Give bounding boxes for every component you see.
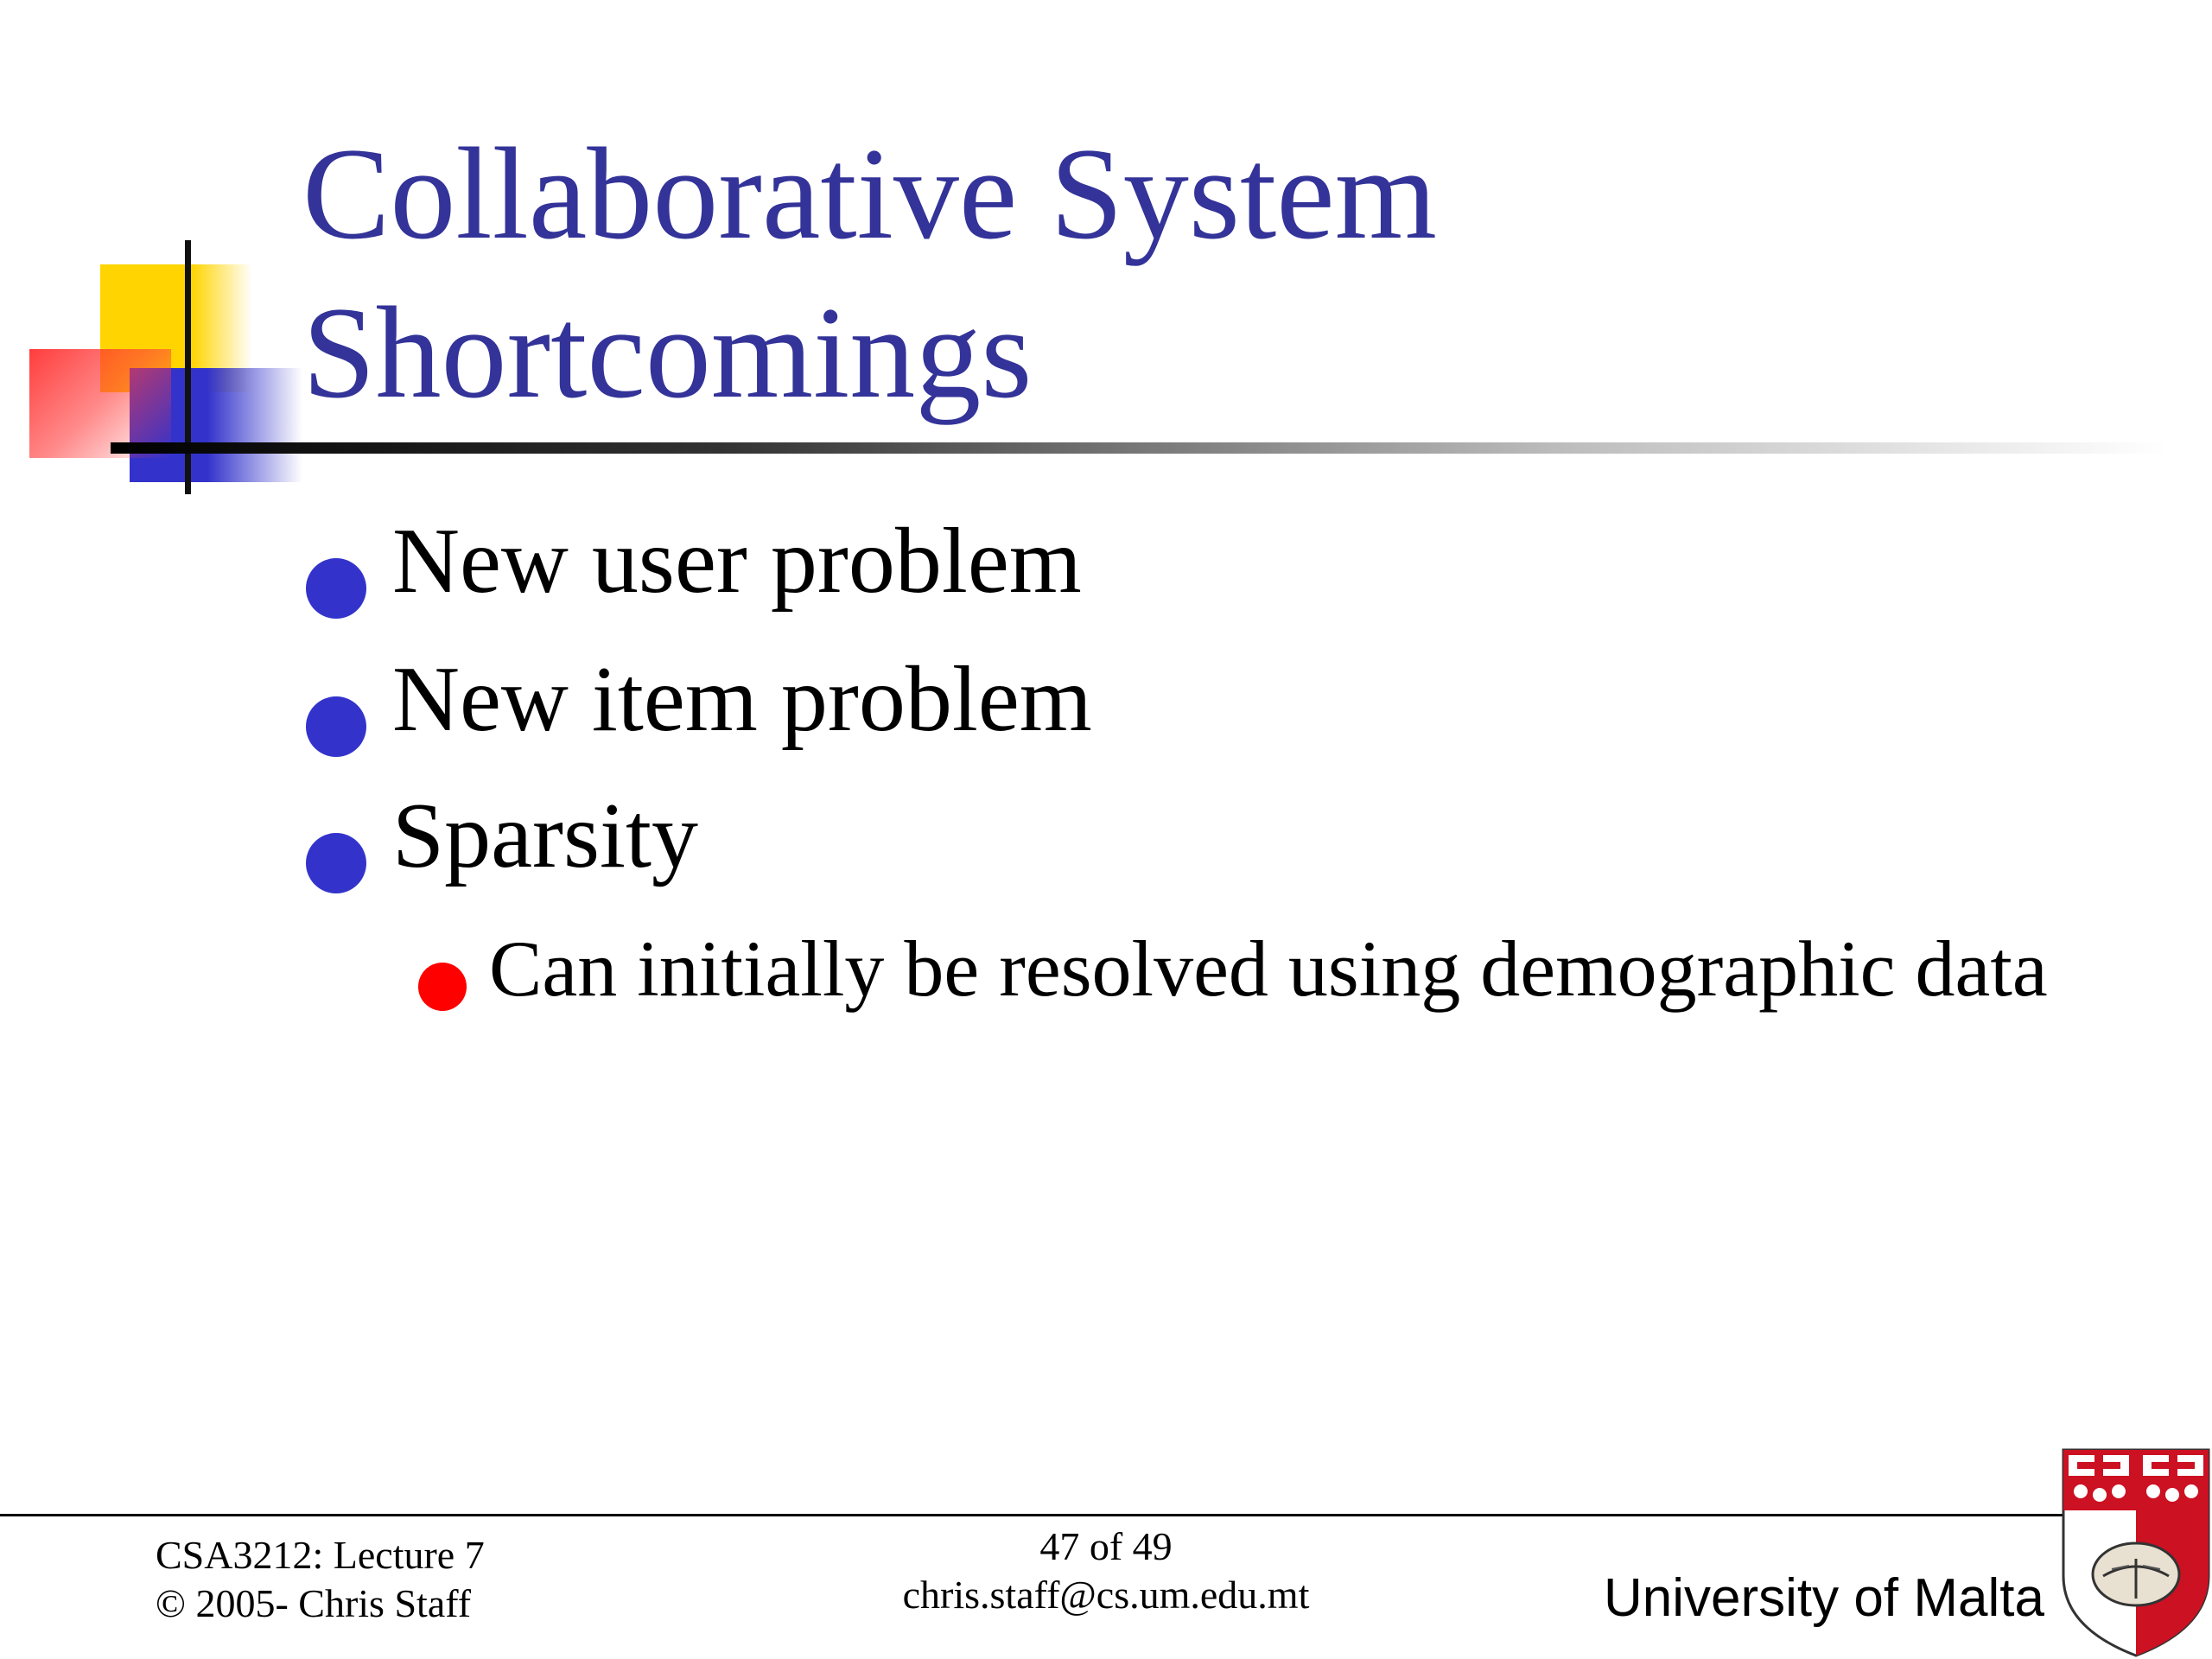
footer-copyright: © 2005- Chris Staff: [156, 1581, 472, 1625]
title-underline: [111, 442, 2167, 454]
footer-course: CSA3212: Lecture 7: [156, 1533, 485, 1577]
page-number: 47 of 49: [1039, 1524, 1173, 1568]
slide-title-line-2: Shortcomings: [302, 280, 1033, 425]
bullet-dot-icon: [306, 696, 366, 757]
bullet-dot-icon: [306, 833, 366, 893]
bullet-text: Sparsity: [392, 785, 699, 887]
footer-email: chris.staff@cs.um.edu.mt: [902, 1573, 1310, 1617]
footer-divider: [0, 1514, 2065, 1516]
slide-title-line-1: Collaborative System: [302, 121, 1437, 266]
slide-title: [302, 114, 1437, 432]
decor-vertical-line: [185, 240, 191, 494]
bullet-text: New item problem: [392, 648, 1092, 751]
bullet-text: New user problem: [392, 510, 1082, 613]
bullet-dot-icon: [306, 558, 366, 619]
sub-bullet-text: Can initially be resolved using demographic data: [489, 925, 2048, 1013]
footer-page-info: [847, 1522, 1365, 1619]
university-crest-icon: [2060, 1446, 2212, 1659]
footer-university: University of Malta: [1604, 1568, 2044, 1628]
sub-bullet-dot-icon: [418, 963, 467, 1011]
footer-course-info: [156, 1531, 485, 1628]
